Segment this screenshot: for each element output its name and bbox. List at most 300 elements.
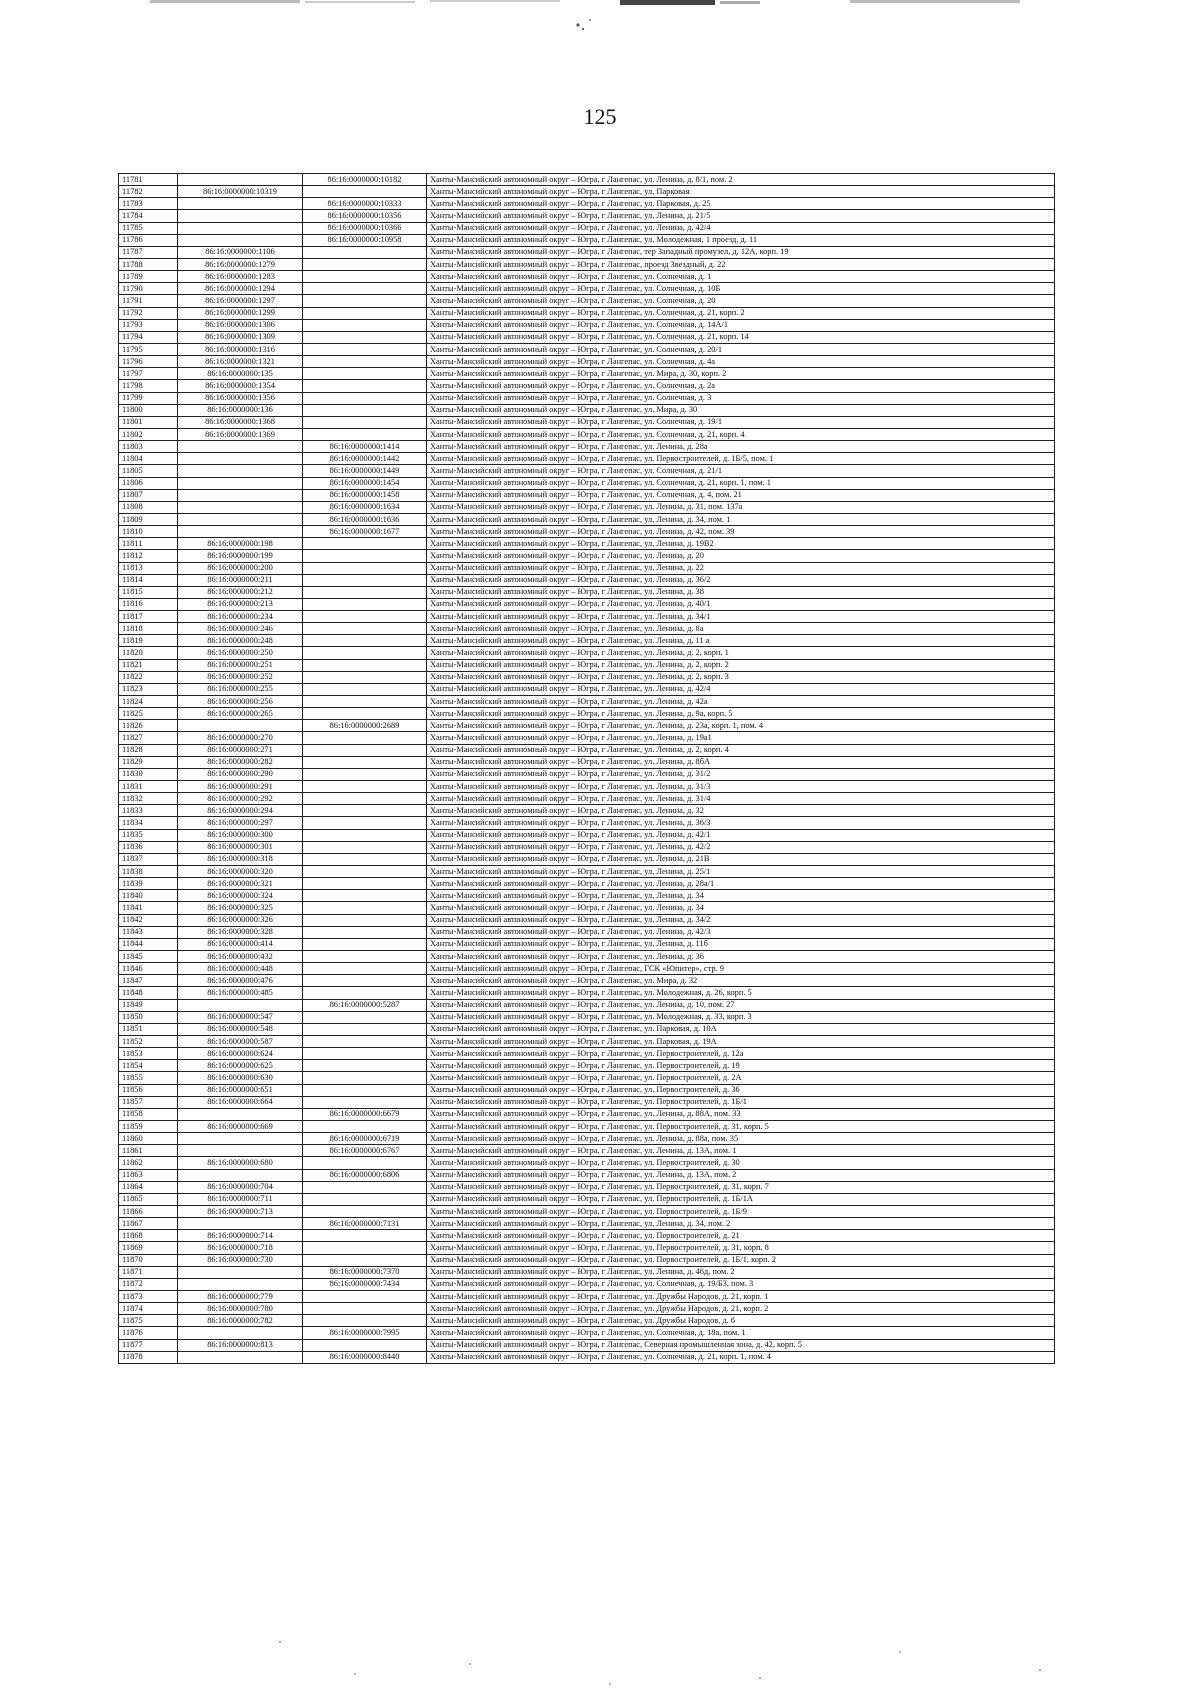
row-number-cell: 11783 (119, 198, 178, 210)
table-row (119, 683, 1055, 695)
address-cell: Ханты-Мансийский автономный округ – Югра, г Лангепас, ул. Ленина, д. 31/3 (427, 781, 1055, 793)
row-number-cell: 11874 (119, 1303, 178, 1315)
row-number-cell: 11846 (119, 963, 178, 975)
cadastral-number-premises-cell (303, 659, 427, 671)
table-row (119, 1193, 1055, 1205)
cadastral-number-land-cell: 86:16:0000000:625 (178, 1060, 303, 1072)
table-row (119, 246, 1055, 258)
table-row (119, 1278, 1055, 1290)
address-cell: Ханты-Мансийский автономный округ – Югра, г Лангепас, ул. Ленина, д. 32 (427, 805, 1055, 817)
cadastral-number-land-cell (178, 526, 303, 538)
cadastral-number-land-cell: 86:16:0000000:326 (178, 914, 303, 926)
cadastral-number-premises-cell: 86:16:0000000:10356 (303, 210, 427, 222)
row-number-cell: 11851 (119, 1023, 178, 1035)
row-number-cell: 11807 (119, 489, 178, 501)
table-row (119, 829, 1055, 841)
address-cell: Ханты-Мансийский автономный округ – Югра, г Лангепас, Северная промышленная зона, д. 42, корп. 5 (427, 1339, 1055, 1351)
cadastral-number-land-cell: 86:16:0000000:248 (178, 635, 303, 647)
page-number: 125 (583, 104, 617, 129)
row-number-cell: 11802 (119, 428, 178, 440)
row-number-cell: 11796 (119, 356, 178, 368)
cadastral-number-premises-cell (303, 781, 427, 793)
address-cell: Ханты-Мансийский автономный округ – Югра, г Лангепас, ГСК «Юпитер», стр. 9 (427, 963, 1055, 975)
cadastral-number-land-cell: 86:16:0000000:432 (178, 951, 303, 963)
row-number-cell: 11806 (119, 477, 178, 489)
row-number-cell: 11852 (119, 1035, 178, 1047)
row-number-cell: 11795 (119, 343, 178, 355)
cadastral-number-land-cell: 86:16:0000000:256 (178, 696, 303, 708)
cadastral-number-premises-cell (303, 987, 427, 999)
cadastral-number-premises-cell (303, 586, 427, 598)
row-number-cell: 11799 (119, 392, 178, 404)
table-row (119, 926, 1055, 938)
table-row (119, 271, 1055, 283)
cadastral-number-premises-cell: 86:16:0000000:1449 (303, 465, 427, 477)
address-cell: Ханты-Мансийский автономный округ – Югра, г Лангепас, ул. Ленина, д. 8а (427, 623, 1055, 635)
table-row (119, 1315, 1055, 1327)
address-cell: Ханты-Мансийский автономный округ – Югра, г Лангепас, ул. Ленина, д. 36 (427, 951, 1055, 963)
cadastral-number-premises-cell (303, 866, 427, 878)
table-row (119, 659, 1055, 671)
table-row (119, 1096, 1055, 1108)
cadastral-number-land-cell: 86:16:0000000:324 (178, 890, 303, 902)
address-cell: Ханты-Мансийский автономный округ – Югра, г Лангепас, ул. Первостроителей, д. 12а (427, 1048, 1055, 1060)
address-cell: Ханты-Мансийский автономный округ – Югра, г Лангепас, ул. Солнечная, д. 19/1 (427, 416, 1055, 428)
cadastral-number-land-cell: 86:16:0000000:328 (178, 926, 303, 938)
cadastral-number-land-cell: 86:16:0000000:630 (178, 1072, 303, 1084)
address-cell: Ханты-Мансийский автономный округ – Югра, г Лангепас, ул. Ленина, д. 34/2 (427, 914, 1055, 926)
row-number-cell: 11800 (119, 404, 178, 416)
row-number-cell: 11855 (119, 1072, 178, 1084)
cadastral-number-premises-cell (303, 1315, 427, 1327)
cadastral-number-premises-cell (303, 574, 427, 586)
address-cell: Ханты-Мансийский автономный округ – Югра, г Лангепас, ул. Ленина, д. 11 а (427, 635, 1055, 647)
table-row (119, 1242, 1055, 1254)
table-row (119, 392, 1055, 404)
address-cell: Ханты-Мансийский автономный округ – Югра, г Лангепас, ул. Ленина, д. 11б (427, 938, 1055, 950)
row-number-cell: 11866 (119, 1205, 178, 1217)
cadastral-number-land-cell: 86:16:0000000:1354 (178, 380, 303, 392)
cadastral-number-premises-cell: 86:16:0000000:10366 (303, 222, 427, 234)
table-row (119, 222, 1055, 234)
cadastral-number-premises-cell (303, 623, 427, 635)
cadastral-number-land-cell (178, 1266, 303, 1278)
row-number-cell: 11840 (119, 890, 178, 902)
row-number-cell: 11818 (119, 623, 178, 635)
table-row (119, 489, 1055, 501)
table-row (119, 768, 1055, 780)
table-row (119, 732, 1055, 744)
cadastral-number-land-cell: 86:16:0000000:246 (178, 623, 303, 635)
cadastral-number-land-cell: 86:16:0000000:270 (178, 732, 303, 744)
cadastral-number-land-cell: 86:16:0000000:779 (178, 1290, 303, 1302)
cadastral-number-land-cell: 86:16:0000000:587 (178, 1035, 303, 1047)
table-row (119, 1218, 1055, 1230)
cadastral-number-land-cell: 86:16:0000000:250 (178, 647, 303, 659)
table-row (119, 477, 1055, 489)
table-row (119, 720, 1055, 732)
address-cell: Ханты-Мансийский автономный округ – Югра, г Лангепас, ул. Молодежная, д. 33, корп. 3 (427, 1011, 1055, 1023)
row-number-cell: 11793 (119, 319, 178, 331)
cadastral-number-premises-cell (303, 1290, 427, 1302)
cadastral-number-land-cell: 86:16:0000000:414 (178, 938, 303, 950)
cadastral-number-land-cell (178, 234, 303, 246)
table-row (119, 295, 1055, 307)
address-cell: Ханты-Мансийский автономный округ – Югра, г Лангепас, ул. Первостроителей, д. 31, корп. 5 (427, 1120, 1055, 1132)
cadastral-number-premises-cell (303, 878, 427, 890)
cadastral-number-premises-cell (303, 817, 427, 829)
address-cell: Ханты-Мансийский автономный округ – Югра, г Лангепас, ул. Первостроителей, д. 2А (427, 1072, 1055, 1084)
table-row (119, 1339, 1055, 1351)
address-cell: Ханты-Мансийский автономный округ – Югра, г Лангепас, ул. Ленина, д. 8/1, пом. 2 (427, 174, 1055, 186)
row-number-cell: 11863 (119, 1169, 178, 1181)
address-cell: Ханты-Мансийский автономный округ – Югра, г Лангепас, ул. Дружбы Народов, д. 6 (427, 1315, 1055, 1327)
cadastral-number-premises-cell (303, 246, 427, 258)
table-row (119, 1084, 1055, 1096)
cadastral-number-land-cell: 86:16:0000000:252 (178, 671, 303, 683)
table-row (119, 428, 1055, 440)
cadastral-number-premises-cell: 86:16:0000000:6679 (303, 1108, 427, 1120)
address-cell: Ханты-Мансийский автономный округ – Югра, г Лангепас, ул. Молодежная, 1 проезд, д. 11 (427, 234, 1055, 246)
address-cell: Ханты-Мансийский автономный округ – Югра, г Лангепас, ул. Солнечная, д. 21, корп. 4 (427, 428, 1055, 440)
row-number-cell: 11860 (119, 1133, 178, 1145)
row-number-cell: 11821 (119, 659, 178, 671)
cadastral-number-land-cell: 86:16:0000000:213 (178, 598, 303, 610)
table-row (119, 878, 1055, 890)
row-number-cell: 11835 (119, 829, 178, 841)
cadastral-number-premises-cell: 86:16:0000000:8440 (303, 1351, 427, 1363)
address-cell: Ханты-Мансийский автономный округ – Югра, г Лангепас, ул. Первостроителей, д. 31, корп. 8 (427, 1242, 1055, 1254)
cadastral-number-premises-cell (303, 756, 427, 768)
cadastral-number-land-cell (178, 501, 303, 513)
table-row (119, 513, 1055, 525)
table-row (119, 647, 1055, 659)
cadastral-number-premises-cell (303, 829, 427, 841)
table-row (119, 1230, 1055, 1242)
cadastral-number-land-cell (178, 1278, 303, 1290)
table-row (119, 938, 1055, 950)
address-cell: Ханты-Мансийский автономный округ – Югра, г Лангепас, ул. Ленина, д. 31/4 (427, 793, 1055, 805)
address-cell: Ханты-Мансийский автономный округ – Югра, г Лангепас, ул. Солнечная, д. 10Б (427, 283, 1055, 295)
cadastral-number-land-cell: 86:16:0000000:10319 (178, 186, 303, 198)
table-row (119, 356, 1055, 368)
cadastral-number-land-cell: 86:16:0000000:651 (178, 1084, 303, 1096)
address-cell: Ханты-Мансийский автономный округ – Югра, г Лангепас, ул. Солнечная, д. 14А/1 (427, 319, 1055, 331)
table-row (119, 562, 1055, 574)
row-number-cell: 11805 (119, 465, 178, 477)
table-row (119, 574, 1055, 586)
cadastral-number-premises-cell (303, 343, 427, 355)
cadastral-number-premises-cell (303, 890, 427, 902)
table-row (119, 368, 1055, 380)
address-cell: Ханты-Мансийский автономный округ – Югра, г Лангепас, ул. Солнечная, д. 21/1 (427, 465, 1055, 477)
row-number-cell: 11817 (119, 611, 178, 623)
row-number-cell: 11834 (119, 817, 178, 829)
row-number-cell: 11786 (119, 234, 178, 246)
table-row (119, 999, 1055, 1011)
address-cell: Ханты-Мансийский автономный округ – Югра, г Лангепас, ул. Ленина, д. 2, корп. 2 (427, 659, 1055, 671)
table-row (119, 914, 1055, 926)
cadastral-number-land-cell: 86:16:0000000:1299 (178, 307, 303, 319)
cadastral-number-premises-cell: 86:16:0000000:6767 (303, 1145, 427, 1157)
cadastral-number-premises-cell: 86:16:0000000:1458 (303, 489, 427, 501)
table-row (119, 283, 1055, 295)
cadastral-number-land-cell: 86:16:0000000:318 (178, 853, 303, 865)
cadastral-number-land-cell (178, 465, 303, 477)
row-number-cell: 11848 (119, 987, 178, 999)
cadastral-number-premises-cell (303, 428, 427, 440)
row-number-cell: 11781 (119, 174, 178, 186)
cadastral-number-land-cell: 86:16:0000000:271 (178, 744, 303, 756)
address-cell: Ханты-Мансийский автономный округ – Югра, г Лангепас, ул. Ленина, д. 28а (427, 441, 1055, 453)
cadastral-number-land-cell (178, 1327, 303, 1339)
address-cell: Ханты-Мансийский автономный округ – Югра, г Лангепас, ул. Ленина, д. 36/2 (427, 574, 1055, 586)
row-number-cell: 11833 (119, 805, 178, 817)
cadastral-number-premises-cell (303, 550, 427, 562)
row-number-cell: 11792 (119, 307, 178, 319)
cadastral-number-premises-cell (303, 598, 427, 610)
row-number-cell: 11830 (119, 768, 178, 780)
cadastral-number-premises-cell (303, 951, 427, 963)
address-cell: Ханты-Мансийский автономный округ – Югра, г Лангепас, ул. Солнечная, д. 21, корп. 1, пом. 4 (427, 1351, 1055, 1363)
table-row (119, 781, 1055, 793)
row-number-cell: 11831 (119, 781, 178, 793)
table-row (119, 1035, 1055, 1047)
row-number-cell: 11836 (119, 841, 178, 853)
table-row (119, 1048, 1055, 1060)
row-number-cell: 11873 (119, 1290, 178, 1302)
table-row (119, 307, 1055, 319)
cadastral-number-land-cell: 86:16:0000000:135 (178, 368, 303, 380)
row-number-cell: 11822 (119, 671, 178, 683)
address-cell: Ханты-Мансийский автономный округ – Югра, г Лангепас, ул. Ленина, д. 21/5 (427, 210, 1055, 222)
table-row (119, 963, 1055, 975)
address-cell: Ханты-Мансийский автономный округ – Югра, г Лангепас, ул. Ленина, д. 40/1 (427, 598, 1055, 610)
cadastral-number-land-cell: 86:16:0000000:251 (178, 659, 303, 671)
table-row (119, 416, 1055, 428)
cadastral-number-premises-cell: 86:16:0000000:10182 (303, 174, 427, 186)
row-number-cell: 11870 (119, 1254, 178, 1266)
row-number-cell: 11828 (119, 744, 178, 756)
cadastral-number-premises-cell: 86:16:0000000:6719 (303, 1133, 427, 1145)
address-cell: Ханты-Мансийский автономный округ – Югра, г Лангепас, ул. Парковая, д. 25 (427, 198, 1055, 210)
cadastral-number-land-cell (178, 720, 303, 732)
table-row (119, 501, 1055, 513)
table-row (119, 987, 1055, 999)
row-number-cell: 11784 (119, 210, 178, 222)
address-cell: Ханты-Мансийский автономный округ – Югра, г Лангепас, ул. Солнечная, д. 1 (427, 271, 1055, 283)
row-number-cell: 11823 (119, 683, 178, 695)
cadastral-number-land-cell: 86:16:0000000:1297 (178, 295, 303, 307)
row-number-cell: 11819 (119, 635, 178, 647)
row-number-cell: 11798 (119, 380, 178, 392)
address-cell: Ханты-Мансийский автономный округ – Югра, г Лангепас, ул. Солнечная, д. 4а (427, 356, 1055, 368)
table-row (119, 380, 1055, 392)
row-number-cell: 11842 (119, 914, 178, 926)
cadastral-number-premises-cell (303, 1303, 427, 1315)
cadastral-number-land-cell (178, 1218, 303, 1230)
cadastral-number-premises-cell (303, 356, 427, 368)
row-number-cell: 11829 (119, 756, 178, 768)
row-number-cell: 11837 (119, 853, 178, 865)
cadastral-number-premises-cell: 86:16:0000000:1677 (303, 526, 427, 538)
cadastral-number-premises-cell (303, 368, 427, 380)
cadastral-number-premises-cell (303, 1084, 427, 1096)
table-row (119, 1145, 1055, 1157)
cadastral-number-premises-cell (303, 902, 427, 914)
cadastral-number-premises-cell (303, 1193, 427, 1205)
cadastral-number-land-cell (178, 477, 303, 489)
table-row (119, 258, 1055, 270)
row-number-cell: 11813 (119, 562, 178, 574)
table-row (119, 623, 1055, 635)
cadastral-number-premises-cell (303, 732, 427, 744)
row-number-cell: 11875 (119, 1315, 178, 1327)
table-row (119, 1266, 1055, 1278)
cadastral-number-premises-cell (303, 611, 427, 623)
cadastral-number-land-cell: 86:16:0000000:547 (178, 1011, 303, 1023)
cadastral-number-premises-cell: 86:16:0000000:10958 (303, 234, 427, 246)
cadastral-number-land-cell: 86:16:0000000:714 (178, 1230, 303, 1242)
table-row (119, 1011, 1055, 1023)
table-row (119, 1120, 1055, 1132)
cadastral-number-premises-cell (303, 1011, 427, 1023)
table-row (119, 538, 1055, 550)
cadastral-number-land-cell (178, 174, 303, 186)
cadastral-number-premises-cell (303, 295, 427, 307)
cadastral-number-premises-cell: 86:16:0000000:7434 (303, 1278, 427, 1290)
row-number-cell: 11849 (119, 999, 178, 1011)
cadastral-number-land-cell: 86:16:0000000:704 (178, 1181, 303, 1193)
row-number-cell: 11865 (119, 1193, 178, 1205)
row-number-cell: 11810 (119, 526, 178, 538)
cadastral-number-premises-cell: 86:16:0000000:7995 (303, 1327, 427, 1339)
table-row (119, 453, 1055, 465)
cadastral-number-premises-cell (303, 853, 427, 865)
cadastral-number-premises-cell: 86:16:0000000:1454 (303, 477, 427, 489)
cadastral-number-premises-cell (303, 1096, 427, 1108)
address-cell: Ханты-Мансийский автономный округ – Югра, г Лангепас, ул. Ленина, д. 38 (427, 586, 1055, 598)
cadastral-number-land-cell: 86:16:0000000:255 (178, 683, 303, 695)
row-number-cell: 11825 (119, 708, 178, 720)
cadastral-number-premises-cell: 86:16:0000000:5287 (303, 999, 427, 1011)
address-cell: Ханты-Мансийский автономный округ – Югра, г Лангепас, ул. Ленина, д. 42/3 (427, 926, 1055, 938)
cadastral-number-land-cell: 86:16:0000000:291 (178, 781, 303, 793)
address-cell: Ханты-Мансийский автономный округ – Югра, г Лангепас, ул. Солнечная, д. 21, корп. 14 (427, 331, 1055, 343)
cadastral-number-premises-cell (303, 307, 427, 319)
cadastral-number-land-cell: 86:16:0000000:320 (178, 866, 303, 878)
cadastral-number-land-cell: 86:16:0000000:1306 (178, 319, 303, 331)
row-number-cell: 11869 (119, 1242, 178, 1254)
table-row (119, 696, 1055, 708)
cadastral-number-land-cell (178, 453, 303, 465)
address-cell: Ханты-Мансийский автономный округ – Югра, г Лангепас, ул. Первостроителей, д. 1Б/9 (427, 1205, 1055, 1217)
row-number-cell: 11854 (119, 1060, 178, 1072)
row-number-cell: 11868 (119, 1230, 178, 1242)
table-row (119, 404, 1055, 416)
cadastral-number-premises-cell (303, 635, 427, 647)
table-row (119, 1169, 1055, 1181)
table-row (119, 817, 1055, 829)
table-row (119, 890, 1055, 902)
address-cell: Ханты-Мансийский автономный округ – Югра, г Лангепас, ул. Ленина, д. 25/1 (427, 866, 1055, 878)
table-row (119, 671, 1055, 683)
table-row (119, 951, 1055, 963)
cadastral-number-land-cell: 86:16:0000000:1369 (178, 428, 303, 440)
table-row (119, 841, 1055, 853)
cadastral-number-premises-cell (303, 1339, 427, 1351)
cadastral-number-land-cell: 86:16:0000000:711 (178, 1193, 303, 1205)
cadastral-number-premises-cell (303, 938, 427, 950)
cadastral-number-premises-cell (303, 404, 427, 416)
address-cell: Ханты-Мансийский автономный округ – Югра, г Лангепас, ул. Солнечная, д. 20/1 (427, 343, 1055, 355)
table-row (119, 1327, 1055, 1339)
row-number-cell: 11824 (119, 696, 178, 708)
cadastral-number-land-cell: 86:16:0000000:321 (178, 878, 303, 890)
cadastral-number-land-cell: 86:16:0000000:1283 (178, 271, 303, 283)
row-number-cell: 11871 (119, 1266, 178, 1278)
address-cell: Ханты-Мансийский автономный округ – Югра, г Лангепас, ул. Ленина, д. 31/2 (427, 768, 1055, 780)
row-number-cell: 11811 (119, 538, 178, 550)
cadastral-number-premises-cell (303, 258, 427, 270)
cadastral-number-land-cell: 86:16:0000000:485 (178, 987, 303, 999)
address-cell: Ханты-Мансийский автономный округ – Югра, г Лангепас, ул. Ленина, д. 19а1 (427, 732, 1055, 744)
cadastral-number-land-cell: 86:16:0000000:624 (178, 1048, 303, 1060)
address-cell: Ханты-Мансийский автономный округ – Югра, г Лангепас, проезд Звездный, д. 22 (427, 258, 1055, 270)
address-cell: Ханты-Мансийский автономный округ – Югра, г Лангепас, ул. Первостроителей, д. 19 (427, 1060, 1055, 1072)
cadastral-number-land-cell: 86:16:0000000:1321 (178, 356, 303, 368)
table-row (119, 611, 1055, 623)
row-number-cell: 11782 (119, 186, 178, 198)
table-row (119, 1133, 1055, 1145)
cadastral-number-land-cell: 86:16:0000000:664 (178, 1096, 303, 1108)
table-row (119, 465, 1055, 477)
scan-artifact-bottom (0, 1634, 1200, 1694)
row-number-cell: 11843 (119, 926, 178, 938)
cadastral-number-premises-cell (303, 1120, 427, 1132)
cadastral-number-land-cell: 86:16:0000000:325 (178, 902, 303, 914)
row-number-cell: 11789 (119, 271, 178, 283)
cadastral-number-premises-cell: 86:16:0000000:1636 (303, 513, 427, 525)
table-row (119, 331, 1055, 343)
address-cell: Ханты-Мансийский автономный округ – Югра, г Лангепас, ул. Первостроителей, д. 1Б/1, корп. 2 (427, 1254, 1055, 1266)
cadastral-number-premises-cell (303, 392, 427, 404)
address-cell: Ханты-Мансийский автономный округ – Югра, г Лангепас, ул. Ленина, д. 88А, пом. 33 (427, 1108, 1055, 1120)
cadastral-number-premises-cell (303, 416, 427, 428)
cadastral-number-land-cell (178, 513, 303, 525)
address-cell: Ханты-Мансийский автономный округ – Югра, г Лангепас, ул. Первостроителей, д. 30 (427, 1157, 1055, 1169)
address-cell: Ханты-Мансийский автономный округ – Югра, г Лангепас, тер Западный промузел, д. 12А, корп. 19 (427, 246, 1055, 258)
cadastral-number-premises-cell (303, 1181, 427, 1193)
cadastral-number-premises-cell (303, 380, 427, 392)
row-number-cell: 11859 (119, 1120, 178, 1132)
address-cell: Ханты-Мансийский автономный округ – Югра, г Лангепас, ул. Парковая, д. 19А (427, 1035, 1055, 1047)
cadastral-number-land-cell: 86:16:0000000:1279 (178, 258, 303, 270)
table-row (119, 635, 1055, 647)
address-cell: Ханты-Мансийский автономный округ – Югра, г Лангепас, ул. Первостроителей, д. 31, корп. 7 (427, 1181, 1055, 1193)
address-cell: Ханты-Мансийский автономный округ – Югра, г Лангепас, ул. Дружбы Народов, д. 21, корп. 1 (427, 1290, 1055, 1302)
address-cell: Ханты-Мансийский автономный округ – Югра, г Лангепас, ул. Ленина, д. 34 (427, 902, 1055, 914)
cadastral-number-premises-cell (303, 1072, 427, 1084)
cadastral-number-land-cell: 86:16:0000000:1368 (178, 416, 303, 428)
cadastral-number-land-cell: 86:16:0000000:1316 (178, 343, 303, 355)
cadastral-number-land-cell (178, 999, 303, 1011)
row-number-cell: 11877 (119, 1339, 178, 1351)
cadastral-number-land-cell: 86:16:0000000:200 (178, 562, 303, 574)
row-number-cell: 11838 (119, 866, 178, 878)
row-number-cell: 11803 (119, 441, 178, 453)
address-cell: Ханты-Мансийский автономный округ – Югра, г Лангепас, ул. Ленина, д. 2, корп. 4 (427, 744, 1055, 756)
